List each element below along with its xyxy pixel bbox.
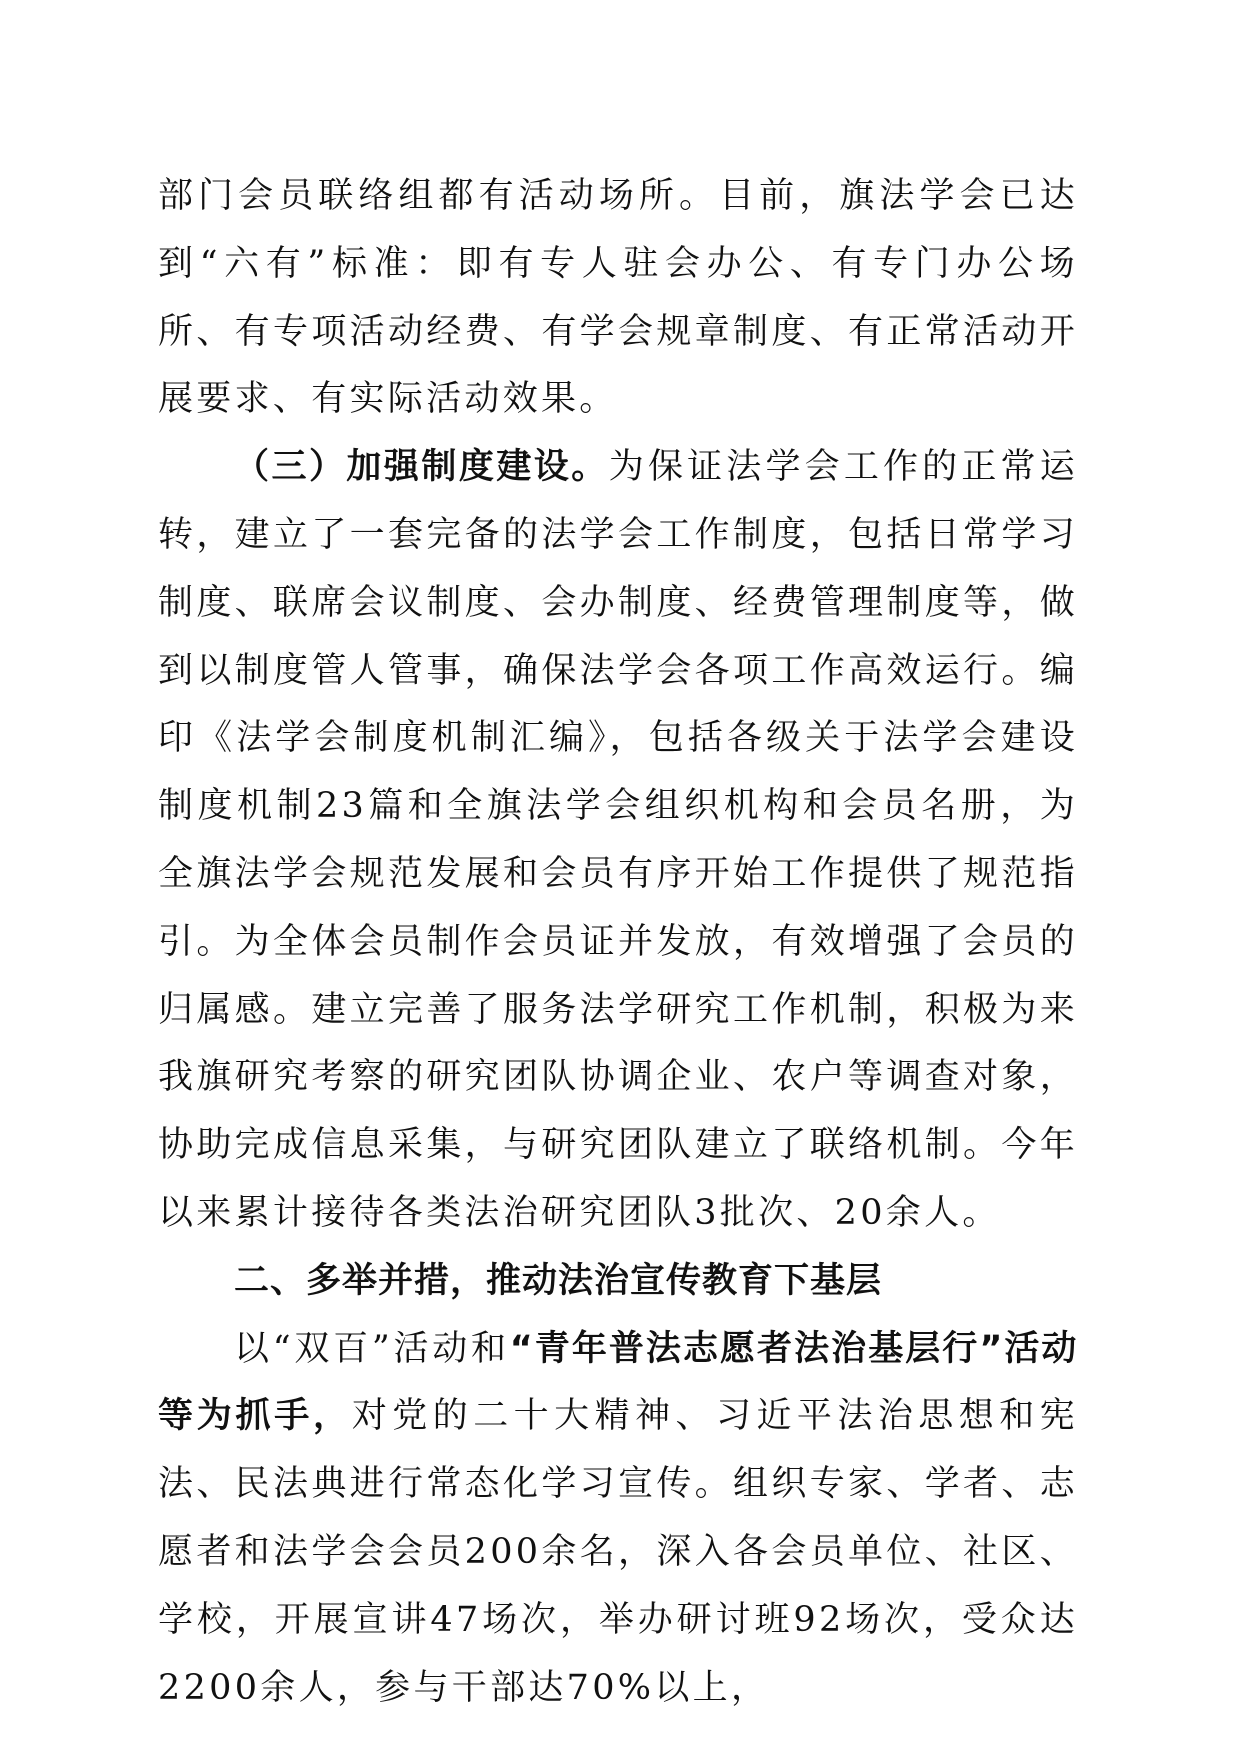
paragraph-legal-publicity-bold: “青年普法志愿者法治基层行”活动等为抓手， [158,1328,1079,1437]
paragraph-legal-publicity-lead: 以“双百”活动和 [234,1328,510,1369]
section-heading-strengthen-system: （三）加强制度建设。 [234,447,609,488]
paragraph-legal-publicity [158,1316,1078,1723]
document-body [158,163,1078,1722]
paragraph-activity-venues: 部门会员联络组都有活动场所。目前，旗法学会已达到“六有”标准：即有专人驻会办公、有专门办公场所、有专项活动经费、有学会规章制度、有正常活动开展要求、有实际活动效果。 [158,176,1078,420]
paragraph-system-building-text: 为保证法学会工作的正常运转，建立了一套完备的法学会工作制度，包括日常学习制度、联席会议制度、会办制度、经费管理制度等，做到以制度管人管事，确保法学会各项工作高效运行。编印《法学会制度机制汇编》，包括各级关于法学会建设制度机制23篇和全旗法学会组织机构和会员名册，为全旗法学会规范发展和会员有序开始工作提供了规范指引。为全体会员制作会员证并发放，有效增强了会员的归属感。建立完善了服务法学研究工作机制，积极为来我旗研究考察的研究团队协调企业、农户等调查对象，协助完成信息采集，与研究团队建立了联络机制。今年以来累计接待各类法治研究团队3批次、20余人。 [158,447,1078,1233]
paragraph-system-building [158,434,1078,1248]
section-heading-legal-publicity: 二、多举并措，推动法治宣传教育下基层 [234,1260,883,1301]
paragraph-legal-publicity-text: 对党的二十大精神、习近平法治思想和宪法、民法典进行常态化学习宣传。组织专家、学者、志愿者和法学会会员200余名，深入各会员单位、社区、学校，开展宣讲47场次，举办研讨班92场次，受众达2200余人，参与干部达70%以上， [158,1396,1078,1708]
